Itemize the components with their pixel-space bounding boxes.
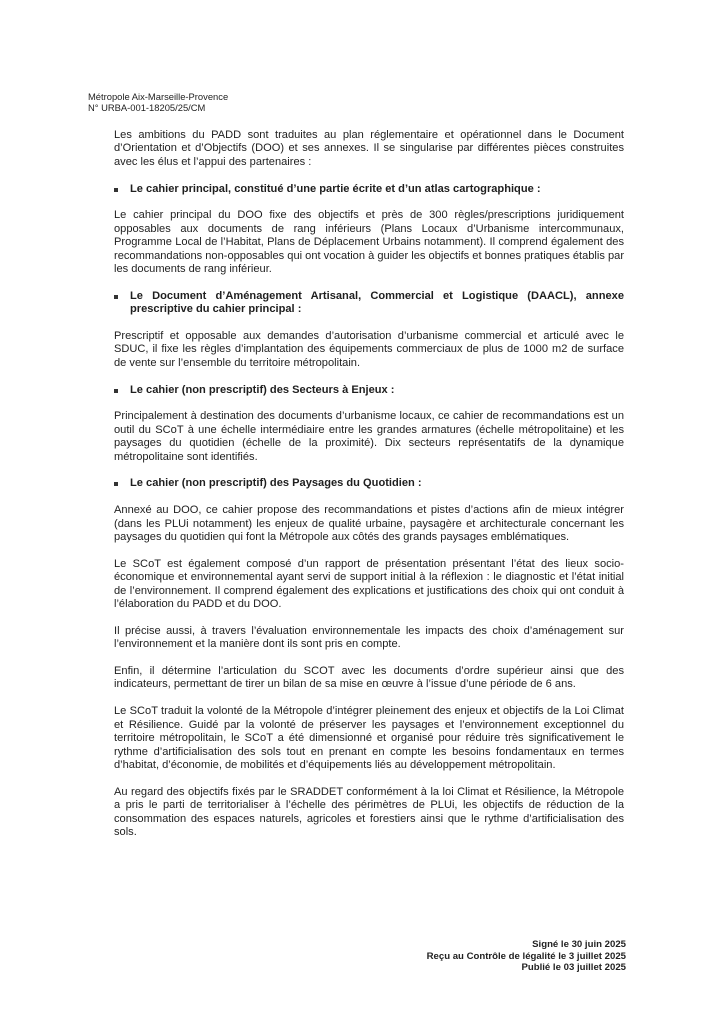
document-body — [114, 129, 624, 853]
section-heading-secteurs-enjeux — [114, 384, 624, 397]
section-heading-text: Le cahier (non prescriptif) des Paysages du Quotidien : — [130, 477, 422, 490]
organization-name: Métropole Aix-Marseille-Provence — [88, 91, 229, 102]
section-paragraph-paysages-quotidien: Annexé au DOO, ce cahier propose des recommandations et pistes d’actions afin de mieux intégrer (dans les PLUi notamment) les enjeux de qualité urbaine, paysagère et architecturale concernant les paysages du quotidien qui font la Métropole aux côtés des grands paysages emblématiques. — [114, 504, 624, 544]
published-date: Publié le 03 juillet 2025 — [521, 962, 626, 974]
section-paragraph-cahier-principal: Le cahier principal du DOO fixe des objectifs et près de 300 règles/prescriptions juridiquement opposables aux documents de rang inférieurs (Plans Locaux d’Urbanisme intercommunaux, Programme Local de l’Habitat, Plans de Déplacement Urbains notamment). Il comprend également des recommandations non-opposables qui ont vocation à guider les objectifs et bonnes pratiques établis par les documents de rang inférieur. — [114, 209, 625, 276]
bullet-square-icon — [114, 389, 118, 393]
section-heading-text: Le Document d’Aménagement Artisanal, Commercial et Logistique (DAACL), annexe prescriptive du cahier principal : — [130, 289, 624, 316]
closing-paragraph-sraddet: Au regard des objectifs fixés par le SRADDET conformément à la loi Climat et Résilience, la Métropole a pris le parti de territorialiser à l’échelle des périmètres de PLUi, les objectifs de réduction de la consommation des espaces naturels, agricoles et forestiers ainsi que le rythme d’artificialisation des sols. — [114, 785, 624, 838]
received-date: Reçu au Contrôle de légalité le 3 juillet 2025 — [426, 950, 626, 962]
closing-paragraph-rapport: Le SCoT est également composé d’un rapport de présentation présentant l’état des lieux socio-économique et environnemental ayant servi de support initial à la réflexion : le diagnostic et l’état initial de l’environnement. Il comprend également des explications et justifications des choix qui ont conduit à l’élaboration du PADD et du DOO. — [114, 557, 624, 611]
section-heading-daacl — [114, 290, 624, 317]
reference-number: N° URBA-001-18205/25/CM — [88, 102, 206, 113]
signed-date: Signé le 30 juin 2025 — [532, 939, 626, 950]
bullet-square-icon — [114, 188, 118, 192]
closing-paragraph-evaluation: Il précise aussi, à travers l’évaluation environnementale les impacts des choix d’aménagement sur l’environnement et la manière dont ils sont pris en compte. — [114, 624, 624, 651]
document-header — [88, 91, 228, 113]
bullet-square-icon — [114, 295, 118, 299]
section-heading-text: Le cahier principal, constitué d’une partie écrite et d’un atlas cartographique : — [130, 182, 541, 195]
closing-paragraph-articulation: Enfin, il détermine l’articulation du SCOT avec les documents d’ordre supérieur ainsi que des indicateurs, permettant de tirer un bilan de sa mise en œuvre à l’issue d’une période de 6 ans. — [114, 665, 624, 691]
section-paragraph-daacl: Prescriptif et opposable aux demandes d’autorisation d’urbanisme commercial et articulé avec le SDUC, il fixe les règles d’implantation des équipements commerciaux de plus de 1000 m2 de surface de vente sur l’ensemble du territoire métropolitain. — [114, 330, 624, 369]
section-heading-cahier-principal — [114, 183, 624, 196]
legal-stamp — [427, 939, 626, 974]
closing-paragraph-loi-climat: Le SCoT traduit la volonté de la Métropole d’intégrer pleinement des enjeux et objectifs de la Loi Climat et Résilience. Guidé par la volonté de préserver les paysages et l’environnement exceptionnel du territoire métropolitain, le SCoT a été dimensionné et organisé pour réduire très significativement le rythme d’artificialisation des sols tout en prenant en compte les besoins fondamentaux en termes d’habitat, d’économie, de mobilités et d’équipements liés au développement métropolitain. — [114, 705, 624, 771]
bullet-square-icon — [114, 482, 118, 486]
section-heading-text: Le cahier (non prescriptif) des Secteurs à Enjeux : — [130, 383, 395, 396]
intro-paragraph: Les ambitions du PADD sont traduites au plan réglementaire et opérationnel dans le Document d’Orientation et d’Objectifs (DOO) et ses annexes. Il se singularise par différentes pièces construites avec les élus et l’appui des partenaires : — [114, 129, 624, 168]
section-heading-paysages-quotidien — [114, 477, 624, 490]
section-paragraph-secteurs-enjeux: Principalement à destination des documents d’urbanisme locaux, ce cahier de recommandations est un outil du SCoT à une échelle intermédiaire entre les grandes armatures (échelle métropolitaine) et les paysages du quotidien (échelle de la proximité). Dix secteurs représentatifs de la dynamique métropolitaine sont identifiés. — [114, 410, 624, 463]
